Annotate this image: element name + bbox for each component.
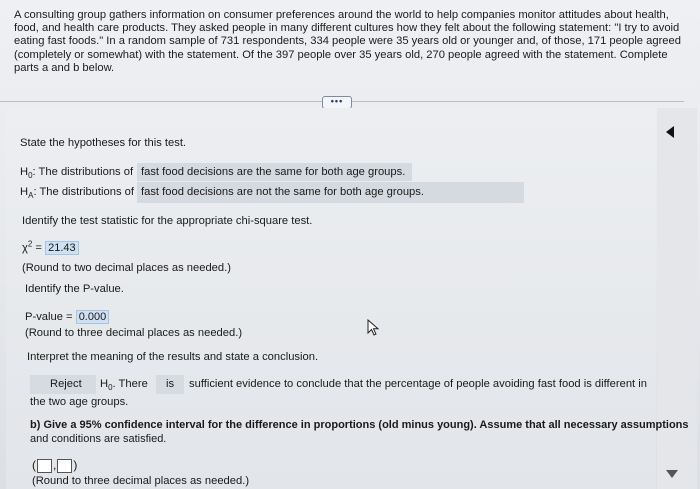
part-b-line2: and conditions are satisfied.: [30, 433, 167, 445]
question-text: A consulting group gathers information on consumer preferences around the world to help companies monitor attitudes about health, food, and health care products. They asked people in many different cultures how they felt about the following statement: "I try to avoid eating fast foods." In a random sample of 731 respondents, 334 people were 35 years old or younger and, of those, 171 people agreed (completely or somewhat) with the statement. Of the 397 people over 35 years old, 270 people agreed with the statement. Complete parts a and b below.: [14, 9, 681, 74]
h0-symbol: $H_0$: [20, 166, 33, 181]
pvalue-instruction: Identify the P-value.: [25, 283, 124, 295]
pvalue-round-note: (Round to three decimal places as needed.): [25, 327, 243, 339]
confidence-interval-input: [32, 458, 77, 473]
ha-symbol: $H_A$: [20, 186, 34, 201]
scroll-down-icon[interactable]: [666, 470, 678, 478]
conclusion-rest-line2: the two age groups.: [30, 396, 129, 408]
statistic-line: [22, 241, 79, 255]
conclusion-instruction: Interpret the meaning of the results and state a conclusion.: [27, 351, 319, 363]
pvalue-value[interactable]: 0.000: [76, 310, 110, 324]
mouse-cursor-icon: [367, 319, 381, 337]
ha-line: [20, 186, 134, 199]
pvalue-line: [25, 310, 109, 324]
is-value[interactable]: is: [166, 378, 175, 390]
statistic-value[interactable]: 21.43: [45, 241, 79, 255]
statistic-instruction: Identify the test statistic for the appropriate chi-square test.: [22, 215, 313, 227]
chi-square-symbol: $\chi^2$: [22, 239, 33, 254]
ha-prefix: : The distributions of: [33, 186, 134, 198]
statistic-equals: =: [32, 242, 46, 254]
interval-open-paren: (: [32, 458, 36, 472]
scroll-up-icon[interactable]: [666, 126, 674, 138]
interval-comma: ,: [53, 458, 57, 472]
part-b-line1: b) Give a 95% confidence interval for the difference in proportions (old minus young). Assume that all necessary assumptions: [30, 419, 689, 431]
decision-value[interactable]: Reject: [50, 378, 82, 390]
pvalue-label: P-value =: [25, 311, 76, 323]
ha-answer[interactable]: fast food decisions are not the same for both age groups.: [141, 186, 424, 198]
interval-lower-input[interactable]: [37, 459, 52, 473]
interval-close-paren: ): [73, 458, 78, 472]
h0-prefix: : The distributions of: [32, 166, 134, 178]
more-button[interactable]: •••: [322, 96, 352, 109]
conclusion-rest-line1: sufficient evidence to conclude that the percentage of people avoiding fast food is different in: [189, 378, 647, 390]
conclusion-h0: $H_0$. There: [100, 378, 148, 393]
statistic-round-note: (Round to two decimal places as needed.): [22, 262, 231, 274]
h0-line: [20, 166, 133, 179]
hypotheses-instruction: State the hypotheses for this test.: [20, 137, 187, 149]
h0-answer[interactable]: fast food decisions are the same for both age groups.: [141, 166, 406, 178]
interval-upper-input[interactable]: [57, 459, 72, 473]
part-b-round-note: (Round to three decimal places as needed.): [32, 475, 250, 487]
